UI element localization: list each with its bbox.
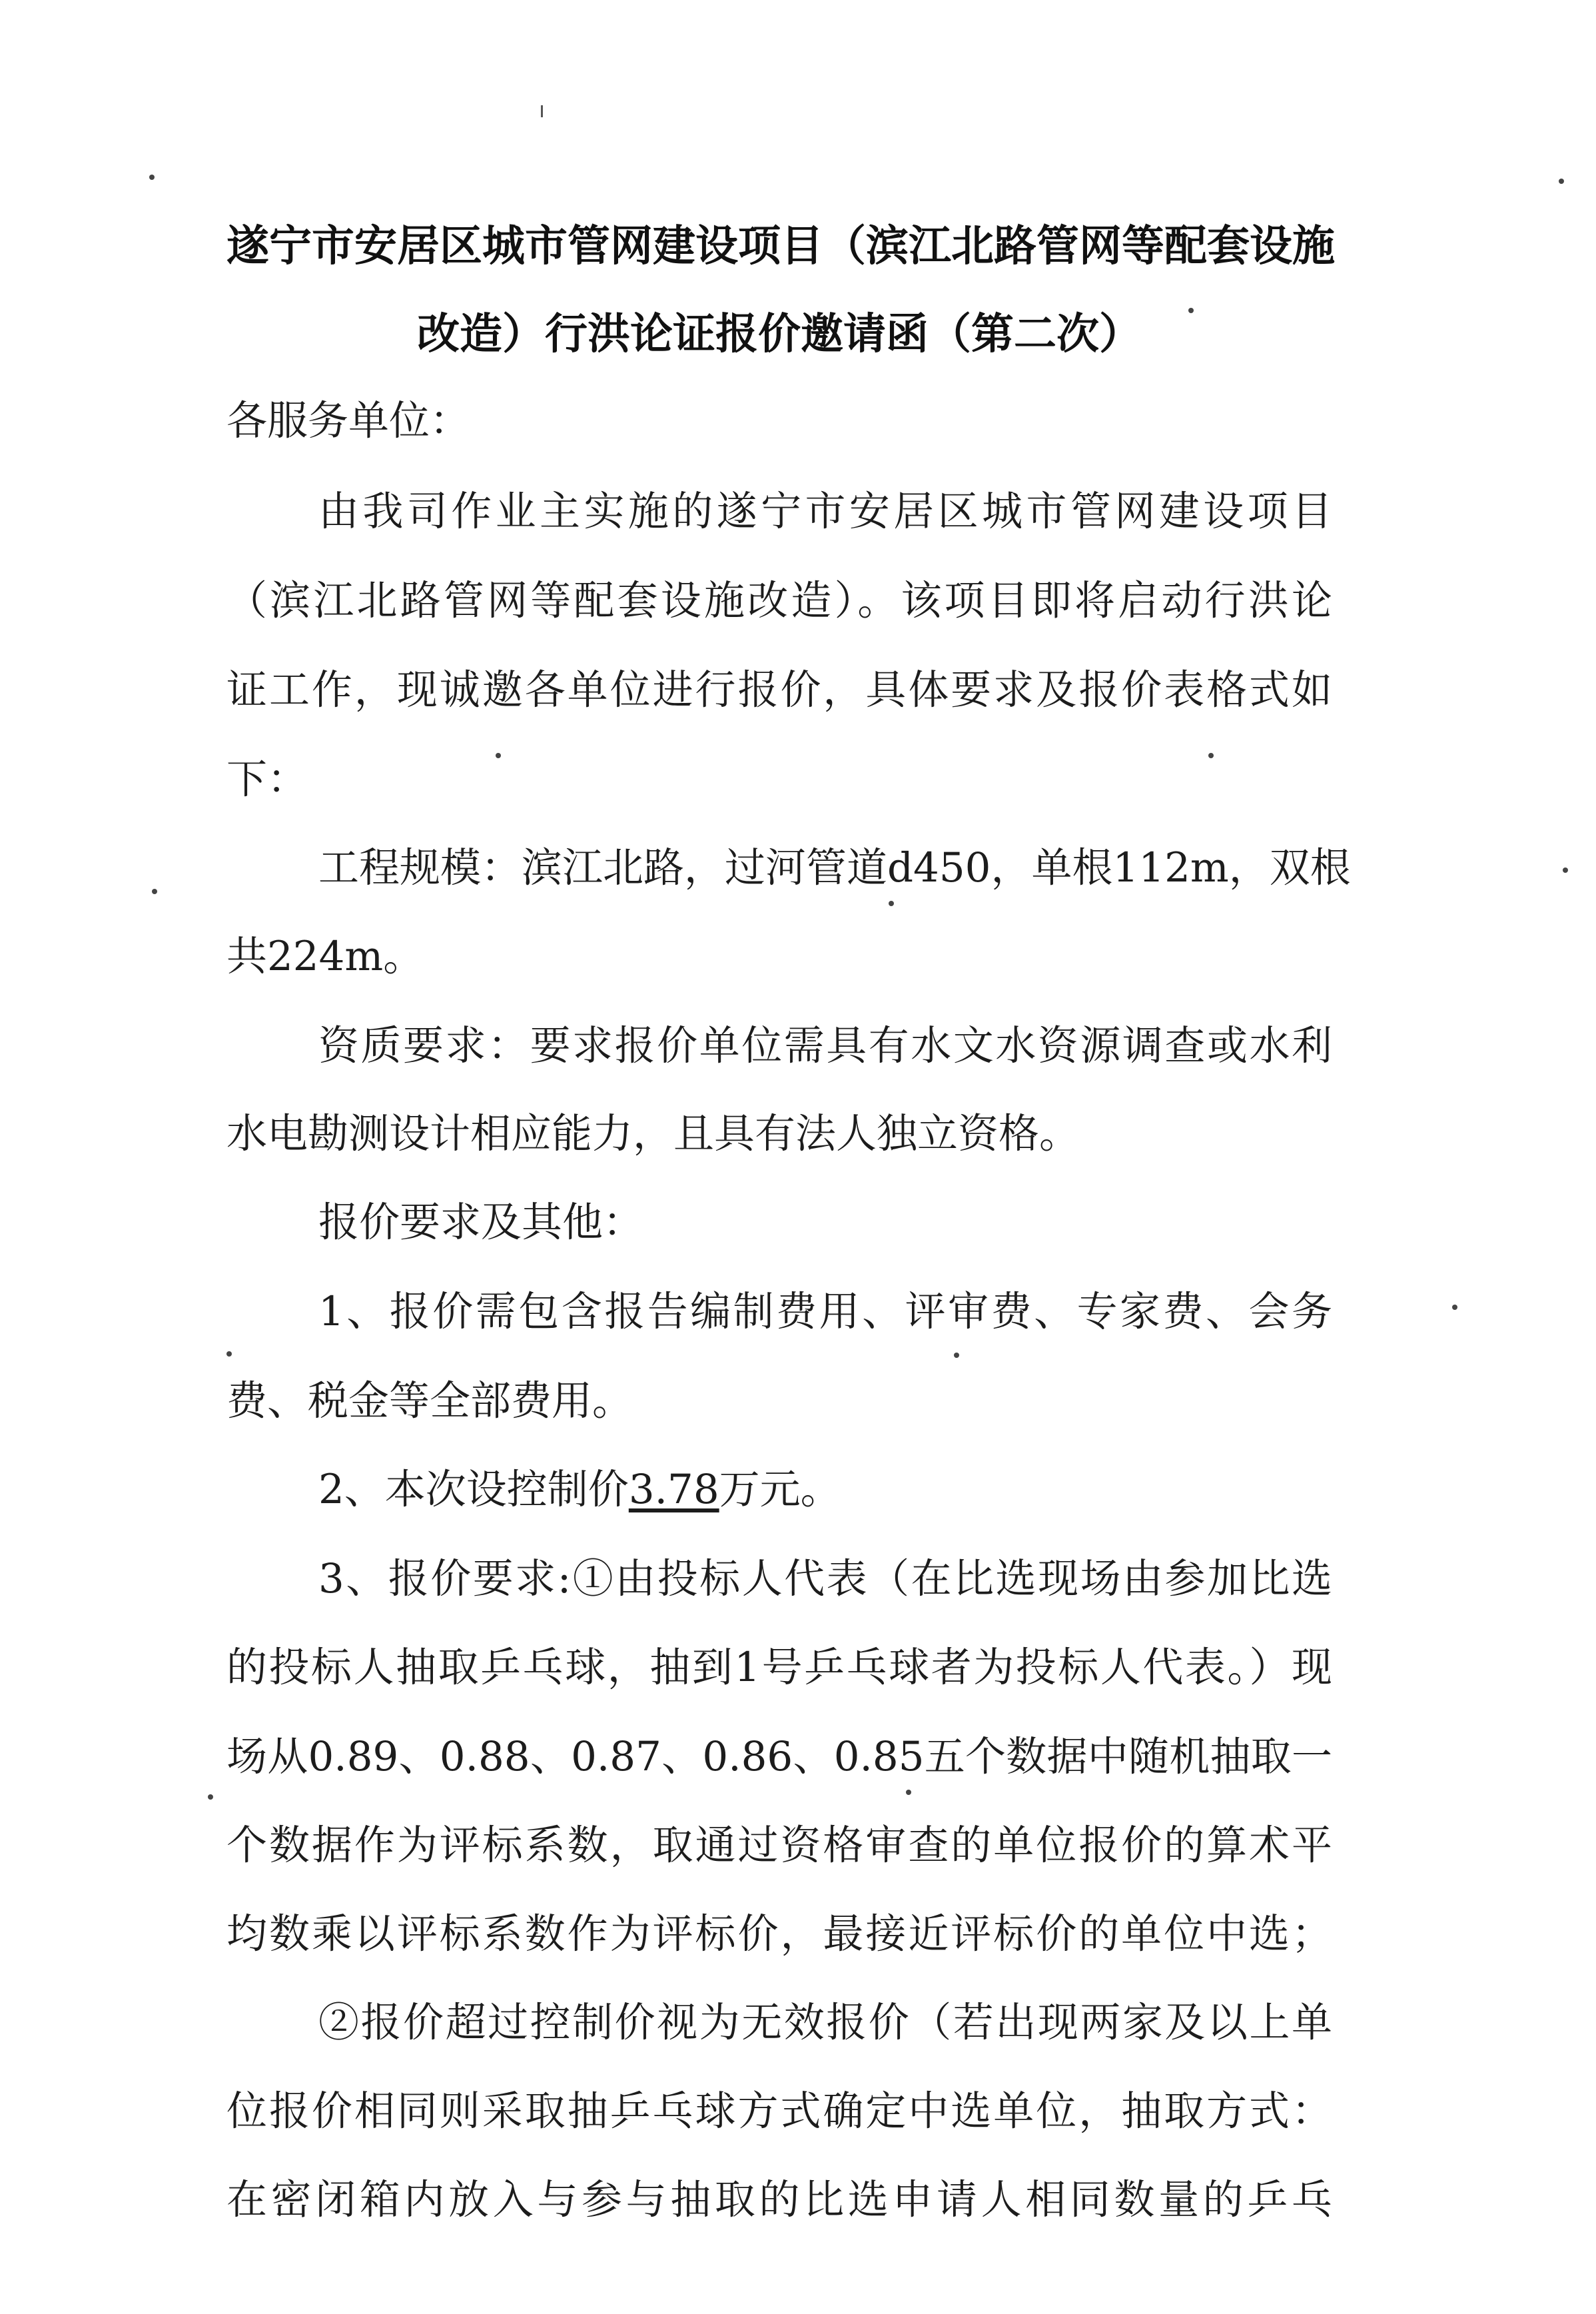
scan-speck <box>541 105 543 117</box>
item1-line-1: 1、报价需包含报告编制费用、评审费、专家费、会务 <box>318 1288 1332 1335</box>
item3-line-1: 3、报价要求:①由投标人代表（在比选现场由参加比选 <box>318 1555 1332 1602</box>
item3b-line-3: 在密闭箱内放入与参与抽取的比选申请人相同数量的乒乓 <box>226 2176 1332 2223</box>
item3-line-3: 场从0.89、0.88、0.87、0.86、0.85五个数据中随机抽取一 <box>226 1733 1332 1780</box>
scan-speck <box>496 753 501 758</box>
item3b-line-1: ②报价超过控制价视为无效报价（若出现两家及以上单 <box>318 1999 1332 2046</box>
document-title-line-1: 遂宁市安居区城市管网建设项目（滨江北路管网等配套设施 <box>226 222 1335 271</box>
scan-speck <box>889 901 894 906</box>
scan-speck <box>1559 179 1564 184</box>
scan-speck <box>208 1794 213 1800</box>
intro-line-4: 下： <box>226 756 308 803</box>
intro-line-3: 证工作，现诚邀各单位进行报价，具体要求及报价表格式如 <box>226 666 1332 714</box>
others-heading: 报价要求及其他： <box>318 1199 644 1246</box>
scan-speck <box>1452 1305 1457 1310</box>
item3-line-5: 均数乘以评标系数作为评标价，最接近评标价的单位中选； <box>226 1910 1332 1958</box>
scan-speck <box>906 1790 911 1795</box>
item2-line <box>318 1463 1332 1516</box>
scan-speck <box>1208 753 1214 758</box>
control-price-amount: 3.78 <box>628 1466 719 1513</box>
scale-line-2: 共224m。 <box>226 933 424 980</box>
scan-speck <box>152 889 157 894</box>
intro-line-1: 由我司作业主实施的遂宁市安居区城市管网建设项目 <box>318 488 1332 535</box>
scan-speck <box>1188 308 1194 313</box>
scan-speck <box>1563 868 1568 873</box>
qualification-line-1: 资质要求：要求报价单位需具有水文水资源调查或水利 <box>318 1022 1332 1069</box>
qualification-line-2: 水电勘测设计相应能力，且具有法人独立资格。 <box>226 1110 1080 1157</box>
item2-suffix: 万元。 <box>719 1466 841 1513</box>
scan-speck <box>954 1353 959 1358</box>
item2-prefix: 2、本次设控制价 <box>318 1466 629 1513</box>
scan-speck <box>226 1351 232 1357</box>
item3b-line-2: 位报价相同则采取抽乒乓球方式确定中选单位，抽取方式： <box>226 2087 1332 2135</box>
document-title-line-2: 改造）行洪论证报价邀请函（第二次） <box>417 310 1142 359</box>
scale-line-1: 工程规模：滨江北路，过河管道d450，单根112m，双根 <box>318 844 1351 891</box>
item3-line-2: 的投标人抽取乒乓球，抽到1号乒乓球者为投标人代表。）现 <box>226 1644 1332 1691</box>
scan-speck <box>149 175 155 180</box>
intro-line-2: （滨江北路管网等配套设施改造）。该项目即将启动行洪论 <box>226 577 1332 624</box>
salutation: 各服务单位： <box>226 397 471 444</box>
item1-line-2: 费、税金等全部费用。 <box>226 1377 633 1425</box>
item3-line-4: 个数据作为评标系数，取通过资格审查的单位报价的算术平 <box>226 1822 1332 1869</box>
